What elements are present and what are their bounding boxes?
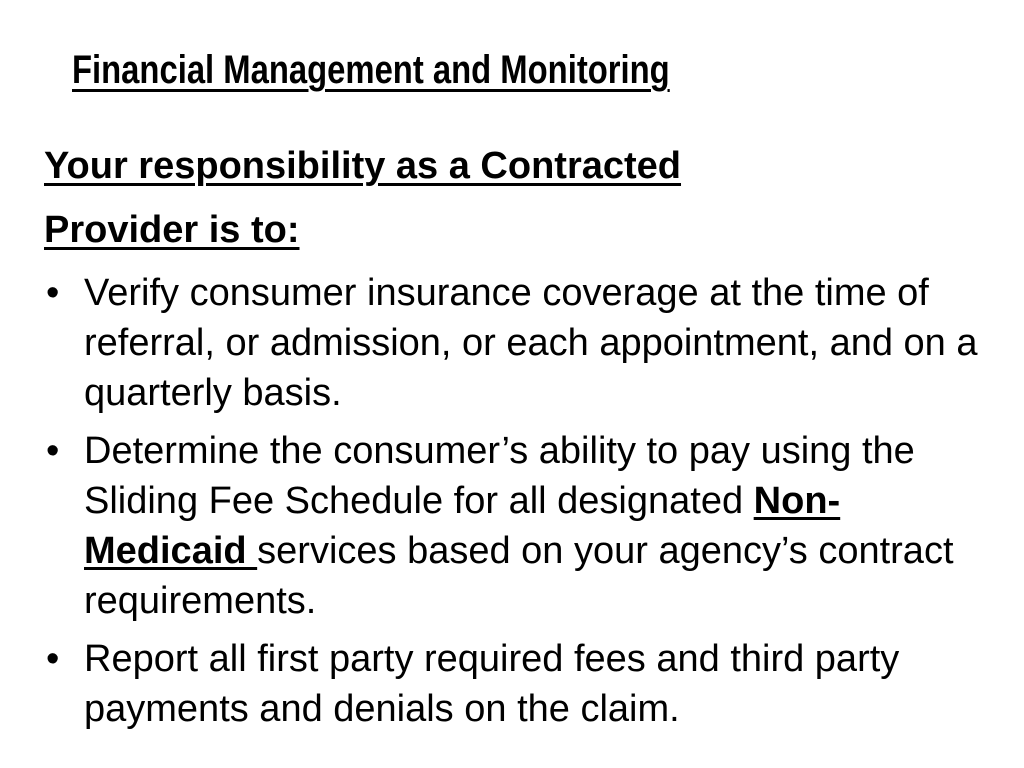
bullet-icon: •	[46, 638, 60, 680]
slide-title: Financial Management and Monitoring	[72, 48, 670, 92]
list-item-ability-to-pay	[44, 426, 984, 626]
list-item-text: Report all first party required fees and third party payments and denials on the claim.	[84, 638, 900, 730]
list-item-text: Verify consumer insurance coverage at the time of referral, or admission, or each appointment, and on a quarterly basis.	[84, 272, 978, 414]
responsibility-heading	[44, 134, 974, 262]
list-item-report-fees	[44, 634, 984, 734]
responsibility-heading-line-2: Provider is to:	[44, 209, 300, 251]
list-item-text-after: services based on your agency’s contract requirements.	[84, 530, 954, 622]
list-item-text-before: Determine the consumer’s ability to pay using the Sliding Fee Schedule for all designated	[84, 430, 915, 522]
list-item-verify-coverage	[44, 268, 984, 418]
responsibility-list	[44, 268, 984, 742]
responsibility-heading-line-1: Your responsibility as a Contracted	[44, 145, 682, 187]
bullet-icon: •	[46, 272, 60, 314]
bullet-icon: •	[46, 430, 60, 472]
non-medicaid-emphasis: Non-Medicaid	[84, 480, 841, 572]
